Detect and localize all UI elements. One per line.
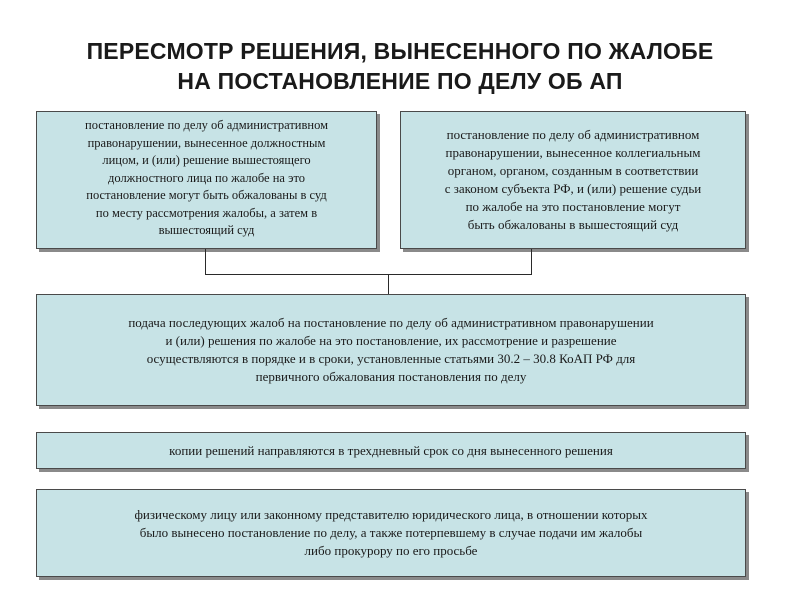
text-line: осуществляются в порядке и в сроки, установленные статьями 30.2 – 30.8 КоАП РФ для (146, 351, 636, 366)
text-line: копии решений направляются в трехдневный срок со дня вынесенного решения (169, 442, 613, 458)
decision-copies-box (36, 432, 746, 469)
text-line: либо прокурору по его просьбе (304, 543, 478, 558)
text-line: быть обжалованы в вышестоящий суд (467, 217, 679, 232)
subsequent-appeals-box (36, 294, 746, 406)
text-line: правонарушении, вынесенное должностным (87, 135, 326, 150)
text-line: с законом субъекта РФ, и (или) решение судьи (444, 181, 702, 196)
text-line: и (или) решения по жалобе на это постановление, их рассмотрение и разрешение (165, 333, 617, 348)
text-line: постановление по делу об административном (446, 127, 700, 142)
decision-copies-text (169, 442, 613, 460)
copy-recipients-text (134, 506, 647, 560)
text-line: органом, органом, созданным в соответствии (447, 163, 699, 178)
text-line: было вынесено постановление по делу, а также потерпевшему в случае подачи им жалобы (139, 525, 643, 540)
text-line: подача последующих жалоб на постановление по делу об административном правонарушении (128, 315, 654, 330)
connector-line-horizontal (205, 274, 532, 275)
slide-title-line-2: НА ПОСТАНОВЛЕНИЕ ПО ДЕЛУ ОБ АП (177, 68, 623, 94)
connector-line-center (388, 274, 389, 294)
text-line: правонарушении, вынесенное коллегиальным (445, 145, 701, 160)
official-decision-appeal-text (85, 117, 328, 240)
subsequent-appeals-text (128, 314, 653, 386)
text-line: по месту рассмотрения жалобы, а затем в (95, 205, 318, 220)
copy-recipients-box (36, 489, 746, 577)
text-line: постановление могут быть обжалованы в суд (86, 188, 327, 202)
official-decision-appeal-box (36, 111, 377, 249)
text-line: вышестоящий суд (158, 223, 255, 237)
text-line: физическому лицу или законному представителю юридического лица, в отношении которых (134, 507, 648, 522)
text-line: по жалобе на это постановление могут (465, 199, 681, 214)
text-line: должностного лица по жалобе на это (108, 170, 305, 185)
text-line: лицом, и (или) решение вышестоящего (102, 153, 311, 167)
collegial-body-appeal-text (445, 126, 702, 234)
text-line: первичного обжалования постановления по делу (255, 369, 527, 384)
text-line: постановление по делу об административном (85, 118, 328, 132)
collegial-body-appeal-box (400, 111, 746, 249)
connector-line-left (205, 249, 206, 275)
slide-title-line-1: ПЕРЕСМОТР РЕШЕНИЯ, ВЫНЕСЕННОГО ПО ЖАЛОБЕ (86, 38, 714, 64)
connector-line-right (531, 249, 532, 275)
